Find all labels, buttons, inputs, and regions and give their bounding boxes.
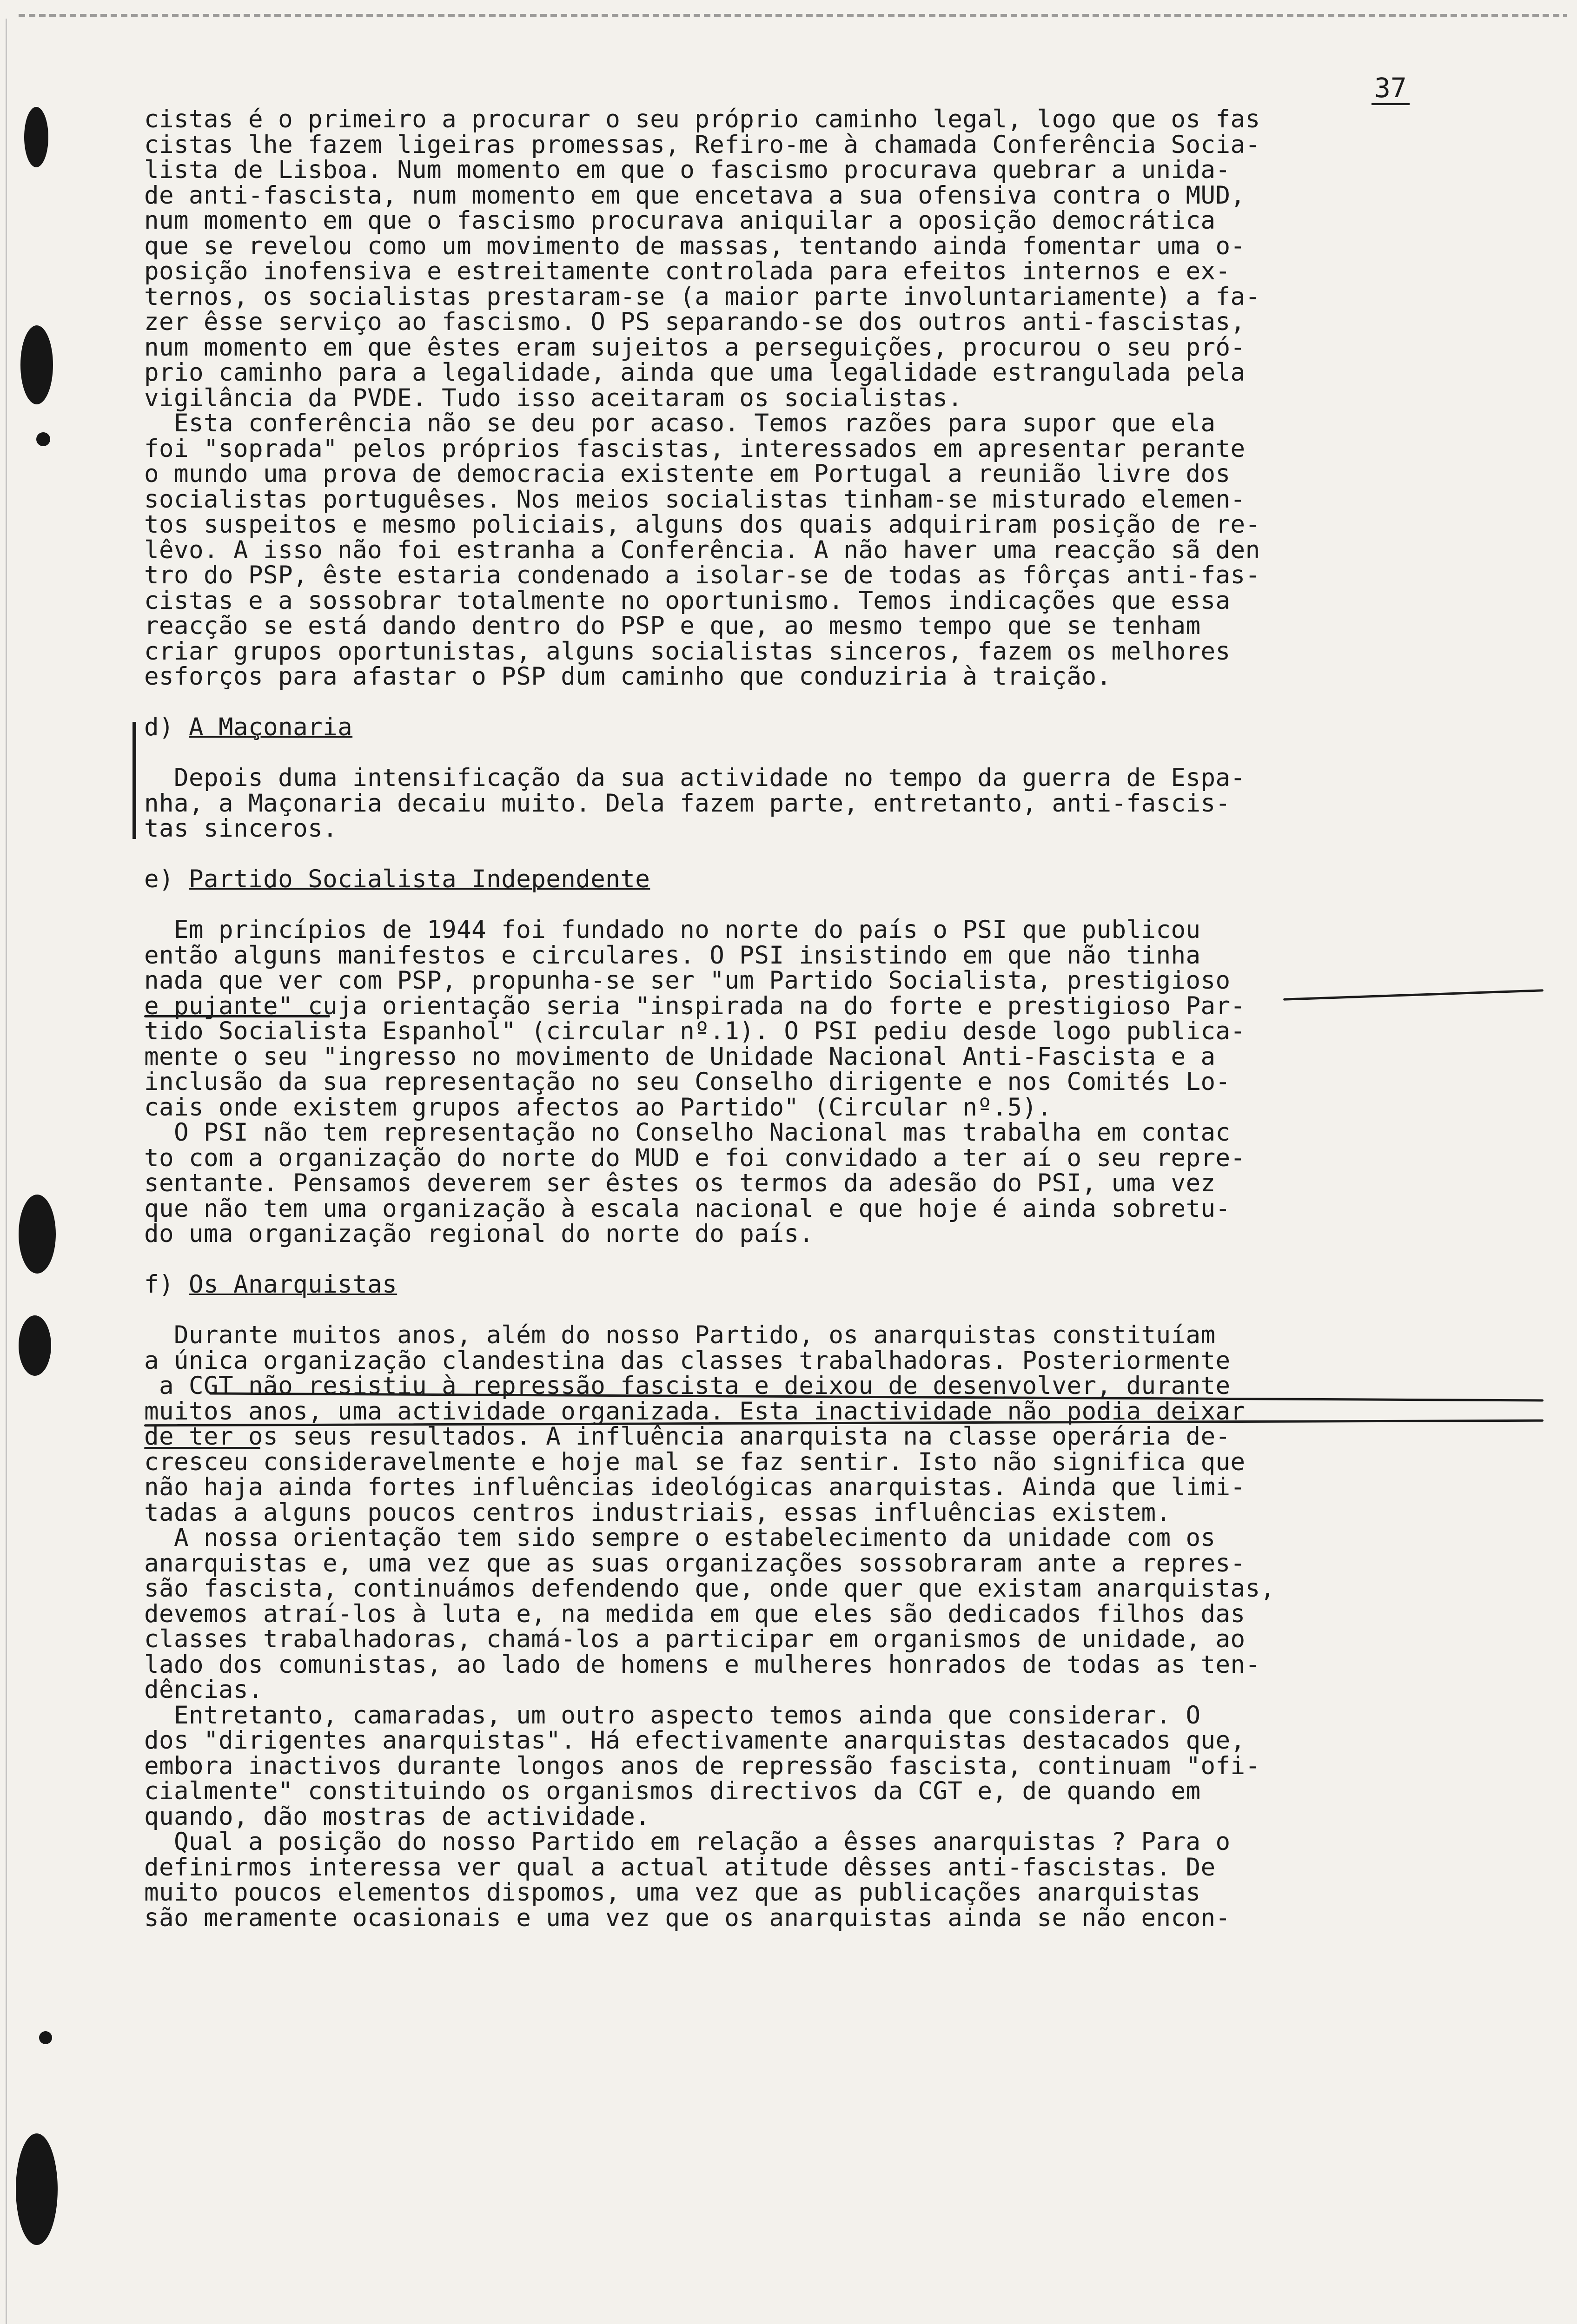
text-line: Esta conferência não se deu por acaso. Temos razões para supor que ela [144, 409, 1216, 437]
text-line: de anti-fascista, num momento em que encetava a sua ofensiva contra o MUD, [144, 181, 1246, 210]
text-line: Entretanto, camaradas, um outro aspecto temos ainda que considerar. O [144, 1701, 1201, 1730]
text-line: Qual a posição do nosso Partido em relação a êsses anarquistas ? Para o [144, 1828, 1231, 1856]
text-line: cresceu consideravelmente e hoje mal se faz sentir. Isto não significa que [144, 1447, 1246, 1476]
text-line: posição inofensiva e estreitamente controlada para efeitos internos e ex- [144, 257, 1231, 285]
text-line: o mundo uma prova de democracia existente em Portugal a reunião livre dos [144, 460, 1231, 488]
text-line: num momento em que êstes eram sujeitos a perseguições, procurou o seu pró- [144, 333, 1246, 362]
text-line: lêvo. A isso não foi estranha a Conferência. A não haver uma reacção sã den [144, 535, 1260, 564]
text-line: tos suspeitos e mesmo policiais, alguns dos quais adquiriram posição de re- [144, 510, 1260, 539]
text-line: lista de Lisboa. Num momento em que o fascismo procurava quebrar a unida- [144, 156, 1231, 184]
text-line: nada que ver com PSP, propunha-se ser "um Partido Socialista, prestigioso [144, 966, 1231, 995]
text-line: inclusão da sua representação no seu Conselho dirigente e nos Comités Lo- [144, 1068, 1231, 1096]
paragraph [144, 1323, 1562, 1931]
text-line: quando, dão mostras de actividade. [144, 1802, 650, 1831]
text-line: nha, a Maçonaria decaiu muito. Dela fazem parte, entretanto, anti-fascis- [144, 789, 1231, 818]
text-line: Durante muitos anos, além do nosso Partido, os anarquistas constituíam [144, 1321, 1216, 1349]
text-line: são fascista, continuámos defendendo que, onde quer que existam anarquistas, [144, 1574, 1275, 1603]
document-body [144, 107, 1562, 1931]
punch-hole-mark [19, 1315, 51, 1376]
text-line: tro do PSP, êste estaria condenado a isolar-se de todas as fôrças anti-fas- [144, 561, 1260, 589]
text-line: a CGT não resistiu à repressão fascista e deixou de desenvolver, durante [144, 1372, 1231, 1400]
paragraph-spacer [144, 1298, 1562, 1323]
text-line: então alguns manifestos e circulares. O PSI insistindo em que não tinha [144, 941, 1201, 970]
page-number: 37 [1372, 74, 1410, 105]
text-line: cistas e a sossobrar totalmente no oportunismo. Temos indicações que essa [144, 586, 1231, 615]
text-line: to com a organização do norte do MUD e foi convidado a ter aí o seu repre- [144, 1143, 1246, 1172]
paragraph-spacer [144, 1247, 1562, 1273]
text-line: cistas é o primeiro a procurar o seu próprio caminho legal, logo que os fas [144, 105, 1260, 133]
text-line: num momento em que o fascismo procurava aniquilar a oposição democrática [144, 206, 1216, 235]
text-line: do uma organização regional do norte do país. [144, 1220, 814, 1248]
text-line: lado dos comunistas, ao lado de homens e mulheres honrados de todas as ten- [144, 1650, 1260, 1679]
section-heading-prefix: d) [144, 713, 189, 741]
punch-hole-mark [20, 325, 53, 404]
text-line: tadas a alguns poucos centros industriais, essas influências existem. [144, 1498, 1171, 1527]
section-heading-title: Os Anarquistas [189, 1270, 398, 1299]
section-heading [144, 715, 1562, 740]
paragraph-spacer [144, 740, 1562, 766]
text-line: anarquistas e, uma vez que as suas organizações sossobraram ante a repres- [144, 1549, 1246, 1578]
text-line: A nossa orientação tem sido sempre o estabelecimento da unidade com os [144, 1524, 1216, 1552]
section-heading [144, 1272, 1562, 1298]
text-line: dos "dirigentes anarquistas". Há efectivamente anarquistas destacados que, [144, 1726, 1246, 1755]
text-line: reacção se está dando dentro do PSP e que, ao mesmo tempo que se tenham [144, 612, 1201, 640]
margin-mark [133, 722, 136, 839]
text-line: cistas lhe fazem ligeiras promessas, Refiro-me à chamada Conferência Socia- [144, 130, 1260, 159]
text-line: classes trabalhadoras, chamá-los a participar em organismos de unidade, ao [144, 1625, 1246, 1653]
text-line: a única organização clandestina das classes trabalhadoras. Posteriormente [144, 1346, 1231, 1375]
section-heading-title: A Maçonaria [189, 713, 353, 741]
text-line: vigilância da PVDE. Tudo isso aceitaram os socialistas. [144, 383, 963, 412]
text-line: embora inactivos durante longos anos de repressão fascista, continuam "ofi- [144, 1751, 1260, 1780]
paragraph [144, 411, 1562, 690]
top-edge-rule [19, 14, 1567, 17]
text-line: sentante. Pensamos deverem ser êstes os termos da adesão do PSI, uma vez [144, 1169, 1216, 1197]
text-line: prio caminho para a legalidade, ainda que uma legalidade estrangulada pela [144, 358, 1246, 387]
text-line: cialmente" constituindo os organismos directivos da CGT e, de quando em [144, 1777, 1201, 1805]
left-edge-rule [6, 19, 7, 2324]
paragraph-spacer [144, 842, 1562, 867]
text-line: e pujante" cuja orientação seria "inspirada na do forte e prestigioso Par- [144, 991, 1246, 1020]
paragraph [144, 107, 1562, 411]
text-line: ternos, os socialistas prestaram-se (a maior parte involuntariamente) a fa- [144, 282, 1260, 311]
text-line: esforços para afastar o PSP dum caminho que conduziria à traição. [144, 662, 1112, 691]
punch-hole-mark [39, 2031, 52, 2044]
paragraph [144, 766, 1562, 842]
text-line: criar grupos oportunistas, alguns socialistas sinceros, fazem os melhores [144, 637, 1231, 666]
punch-hole-mark [16, 2133, 58, 2245]
paragraph-spacer [144, 892, 1562, 918]
text-line: muitos anos, uma actividade organizada. Esta inactividade não podia deixar [144, 1397, 1246, 1426]
section-heading-title: Partido Socialista Independente [189, 865, 650, 893]
text-line: não haja ainda fortes influências ideológicas anarquistas. Ainda que limi- [144, 1473, 1246, 1501]
punch-hole-mark [36, 432, 50, 446]
text-line: dências. [144, 1676, 264, 1704]
text-line: Em princípios de 1944 foi fundado no norte do país o PSI que publicou [144, 916, 1201, 944]
section-heading-prefix: e) [144, 865, 189, 893]
text-line: Depois duma intensificação da sua actividade no tempo da guerra de Espa- [144, 764, 1246, 792]
text-line: muito poucos elementos dispomos, uma vez que as publicações anarquistas [144, 1878, 1201, 1907]
paragraph-spacer [144, 690, 1562, 715]
text-line: devemos atraí-los à luta e, na medida em que eles são dedicados filhos das [144, 1599, 1246, 1628]
punch-hole-mark [19, 1195, 56, 1274]
text-line: zer êsse serviço ao fascismo. O PS separando-se dos outros anti-fascistas, [144, 308, 1246, 336]
text-line: cais onde existem grupos afectos ao Partido" (Circular nº.5). [144, 1093, 1052, 1122]
text-line: definirmos interessa ver qual a actual atitude dêsses anti-fascistas. De [144, 1853, 1216, 1882]
text-line: socialistas portuguêses. Nos meios socialistas tinham-se misturado elemen- [144, 485, 1246, 514]
section-heading-prefix: f) [144, 1270, 189, 1299]
text-line: tas sinceros. [144, 814, 338, 843]
text-line: O PSI não tem representação no Conselho Nacional mas trabalha em contac [144, 1118, 1231, 1147]
text-line: foi "soprada" pelos próprios fascistas, interessados em apresentar perante [144, 434, 1246, 463]
paragraph [144, 918, 1562, 1247]
text-line: de ter os seus resultados. A influência anarquista na classe operária de- [144, 1422, 1231, 1451]
punch-hole-mark [24, 107, 48, 167]
text-line: que não tem uma organização à escala nacional e que hoje é ainda sobretu- [144, 1194, 1231, 1223]
text-line: tido Socialista Espanhol" (circular nº.1). O PSI pediu desde logo publica- [144, 1017, 1246, 1045]
text-line: que se revelou como um movimento de massas, tentando ainda fomentar uma o- [144, 231, 1246, 260]
text-line: são meramente ocasionais e uma vez que os anarquistas ainda se não encon- [144, 1903, 1231, 1932]
section-heading [144, 867, 1562, 892]
text-line: mente o seu "ingresso no movimento de Unidade Nacional Anti-Fascista e a [144, 1042, 1216, 1071]
